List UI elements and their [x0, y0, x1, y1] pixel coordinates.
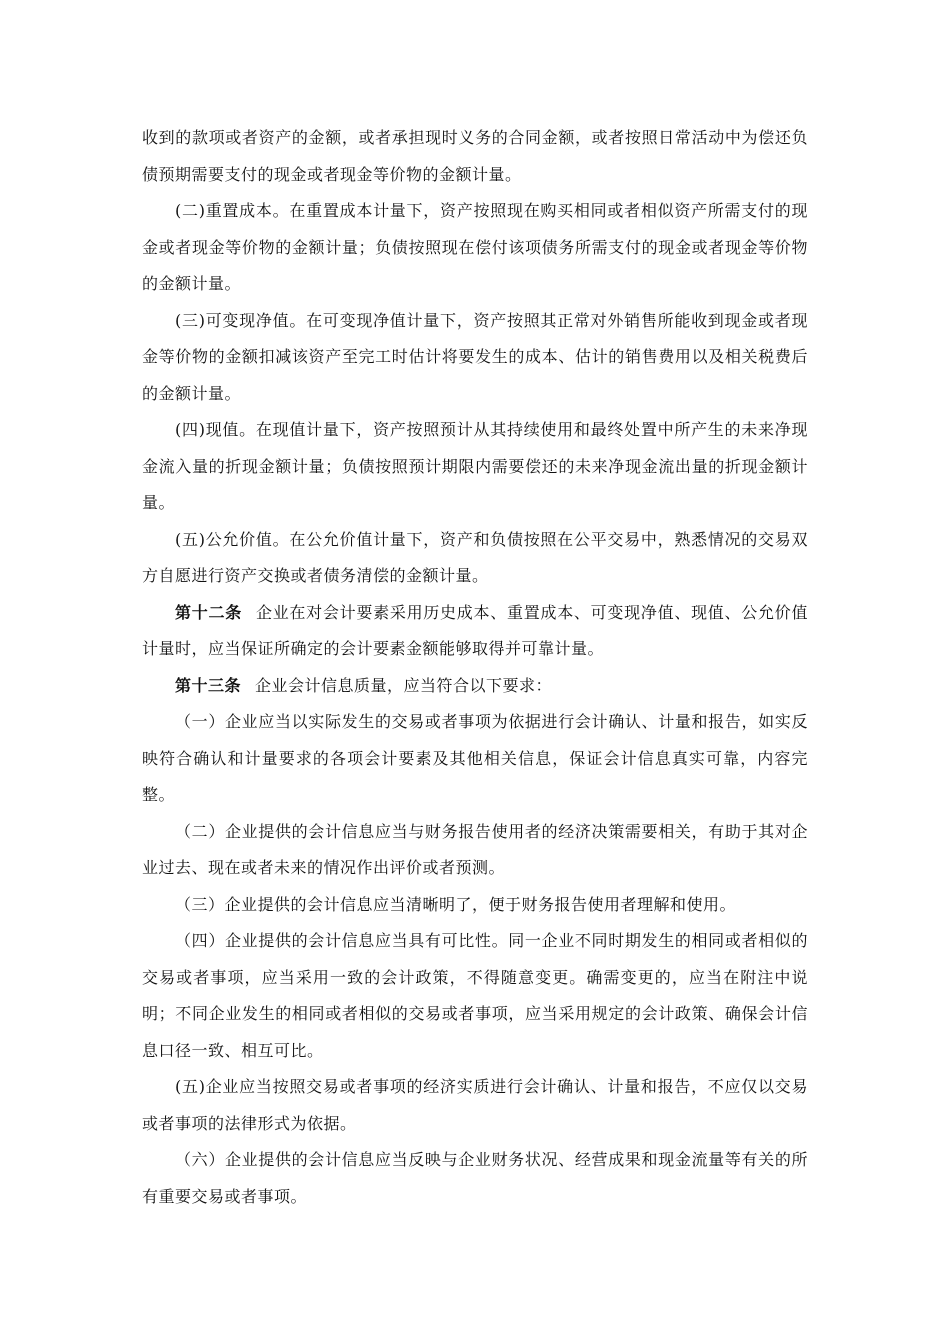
paragraph-requirement-2: （二）企业提供的会计信息应当与财务报告使用者的经济决策需要相关，有助于其对企业过去、现在或者未来的情况作出评价或者预测。 [142, 821, 808, 877]
paragraph-article-12 [142, 595, 808, 668]
paragraph-requirement-5: (五)企业应当按照交易或者事项的经济实质进行会计确认、计量和报告，不应仅以交易或者事项的法律形式为依据。 [142, 1077, 808, 1133]
paragraph-fair-value: (五)公允价值。在公允价值计量下，资产和负债按照在公平交易中，熟悉情况的交易双方自愿进行资产交换或者债务清偿的金额计量。 [142, 529, 808, 585]
paragraph-requirement-1: （一）企业应当以实际发生的交易或者事项为依据进行会计确认、计量和报告，如实反映符合确认和计量要求的各项会计要素及其他相关信息，保证会计信息真实可靠，内容完整。 [142, 712, 808, 804]
article-number: 第十二条 [175, 602, 242, 622]
paragraph-present-value: (四)现值。在现值计量下，资产按照预计从其持续使用和最终处置中所产生的未来净现金流入量的折现金额计量；负债按照预计期限内需要偿还的未来净现金流出量的折现金额计量。 [142, 420, 808, 512]
article-text: 企业会计信息质量，应当符合以下要求： [255, 675, 553, 695]
document-body [142, 120, 808, 1215]
article-text: 企业在对会计要素采用历史成本、重置成本、可变现净值、现值、公允价值计量时，应当保证所确定的会计要素金额能够取得并可靠计量。 [142, 602, 808, 658]
paragraph-article-13 [142, 668, 808, 705]
article-number: 第十三条 [175, 675, 242, 695]
paragraph-requirement-3: （三）企业提供的会计信息应当清晰明了，便于财务报告使用者理解和使用。 [175, 894, 737, 914]
paragraph-requirement-6: （六）企业提供的会计信息应当反映与企业财务状况、经营成果和现金流量等有关的所有重要交易或者事项。 [142, 1150, 808, 1206]
paragraph-requirement-4: （四）企业提供的会计信息应当具有可比性。同一企业不同时期发生的相同或者相似的交易或者事项，应当采用一致的会计政策，不得随意变更。确需变更的，应当在附注中说明；不同企业发生的相同或者相似的交易或者事项，应当采用规定的会计政策、确保会计信息口径一致、相互可比。 [142, 931, 808, 1060]
paragraph-replacement-cost: (二)重置成本。在重置成本计量下，资产按照现在购买相同或者相似资产所需支付的现金或者现金等价物的金额计量；负债按照现在偿付该项债务所需支付的现金或者现金等价物的金额计量。 [142, 201, 808, 293]
paragraph-net-realizable-value: (三)可变现净值。在可变现净值计量下，资产按照其正常对外销售所能收到现金或者现金等价物的金额扣减该资产至完工时估计将要发生的成本、估计的销售费用以及相关税费后的金额计量。 [142, 310, 808, 403]
paragraph-continuation: 收到的款项或者资产的金额，或者承担现时义务的合同金额，或者按照日常活动中为偿还负债预期需要支付的现金或者现金等价物的金额计量。 [142, 128, 808, 184]
